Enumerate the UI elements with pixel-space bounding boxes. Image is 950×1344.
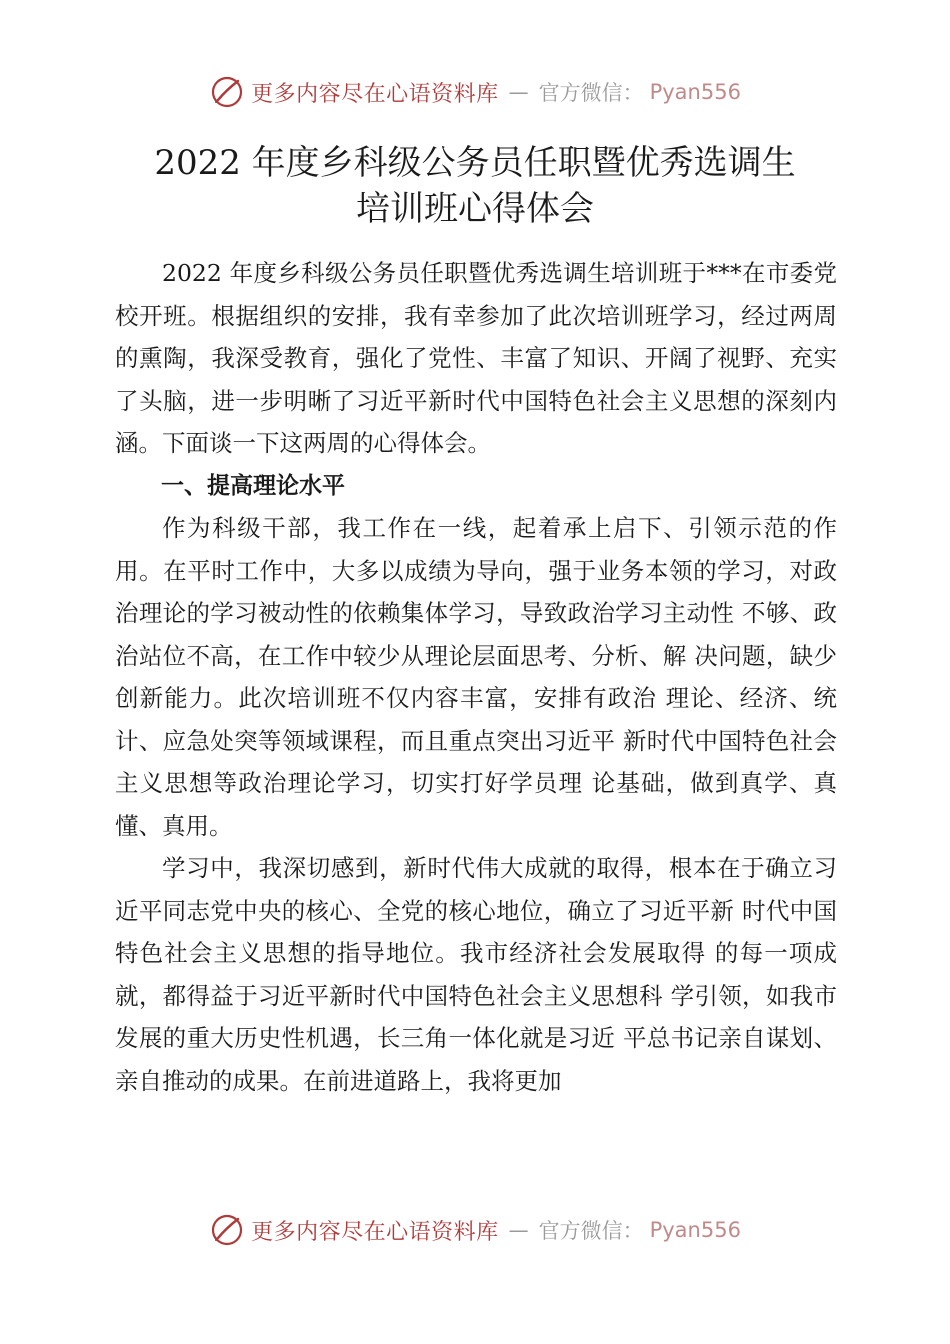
title-line-2: 培训班心得体会 [356,189,594,229]
watermark-separator: — [508,1218,529,1242]
section-1-heading: 一、提高理论水平 [161,472,345,499]
watermark-contact-label: 官方微信： [538,1219,644,1243]
quill-logo-icon [209,1212,245,1248]
header-watermark [0,70,950,114]
watermark-contact-id: Pyan556 [649,1218,741,1242]
watermark-contact-label: 官方微信： [538,81,644,105]
watermark-brand-text: 更多内容尽在心语资料库 [251,81,499,107]
document-title [0,140,950,232]
footer-watermark [0,1208,950,1252]
document-body [115,252,837,1102]
watermark-brand-text: 更多内容尽在心语资料库 [251,1219,499,1245]
watermark-row [209,1212,741,1248]
intro-paragraph: 2022 年度乡科级公务员任职暨优秀选调生培训班于***在市委党校开班。根据组织的安排，我有幸参加了此次培训班学习，经过两周的熏陶，我深受教育，强化了党性、丰富了知识、开阔了视野、充实了头脑，进一步明晰了习近平新时代中国特色社会主义思想的深刻内涵。下面谈一下这两周的心得体会。 [115,259,837,457]
title-line-1: 2022 年度乡科级公务员任职暨优秀选调生 [154,143,796,183]
watermark-contact-id: Pyan556 [649,80,741,104]
watermark-row [209,74,741,110]
section-1-paragraph-1: 作为科级干部，我工作在一线，起着承上启下、引领示范的作用。在平时工作中，大多以成绩为导向，强于业务本领的学习，对政治理论的学习被动性的依赖集体学习，导致政治学习主动性 不够、政治站位不高，在工作中较少从理论层面思考、分析、解 决问题，缺少创新能力。此次培训班不仅内容丰富，安排有政治 理论、经济、统计、应急处突等领域课程，而且重点突出习近平 新时代中国特色社会主义思想等政治理论学习，切实打好学员理 论基础，做到真学、真懂、真用。 [115,514,837,840]
watermark-separator: — [508,80,529,104]
section-1-paragraph-2: 学习中，我深切感到，新时代伟大成就的取得，根本在于确立习近平同志党中央的核心、全党的核心地位，确立了习近平新 时代中国特色社会主义思想的指导地位。我市经济社会发展取得 的每一项成就，都得益于习近平新时代中国特色社会主义思想科 学引领，如我市发展的重大历史性机遇，长三角一体化就是习近 平总书记亲自谋划、亲自推动的成果。在前进道路上，我将更加 [115,854,837,1095]
quill-logo-icon [209,74,245,110]
